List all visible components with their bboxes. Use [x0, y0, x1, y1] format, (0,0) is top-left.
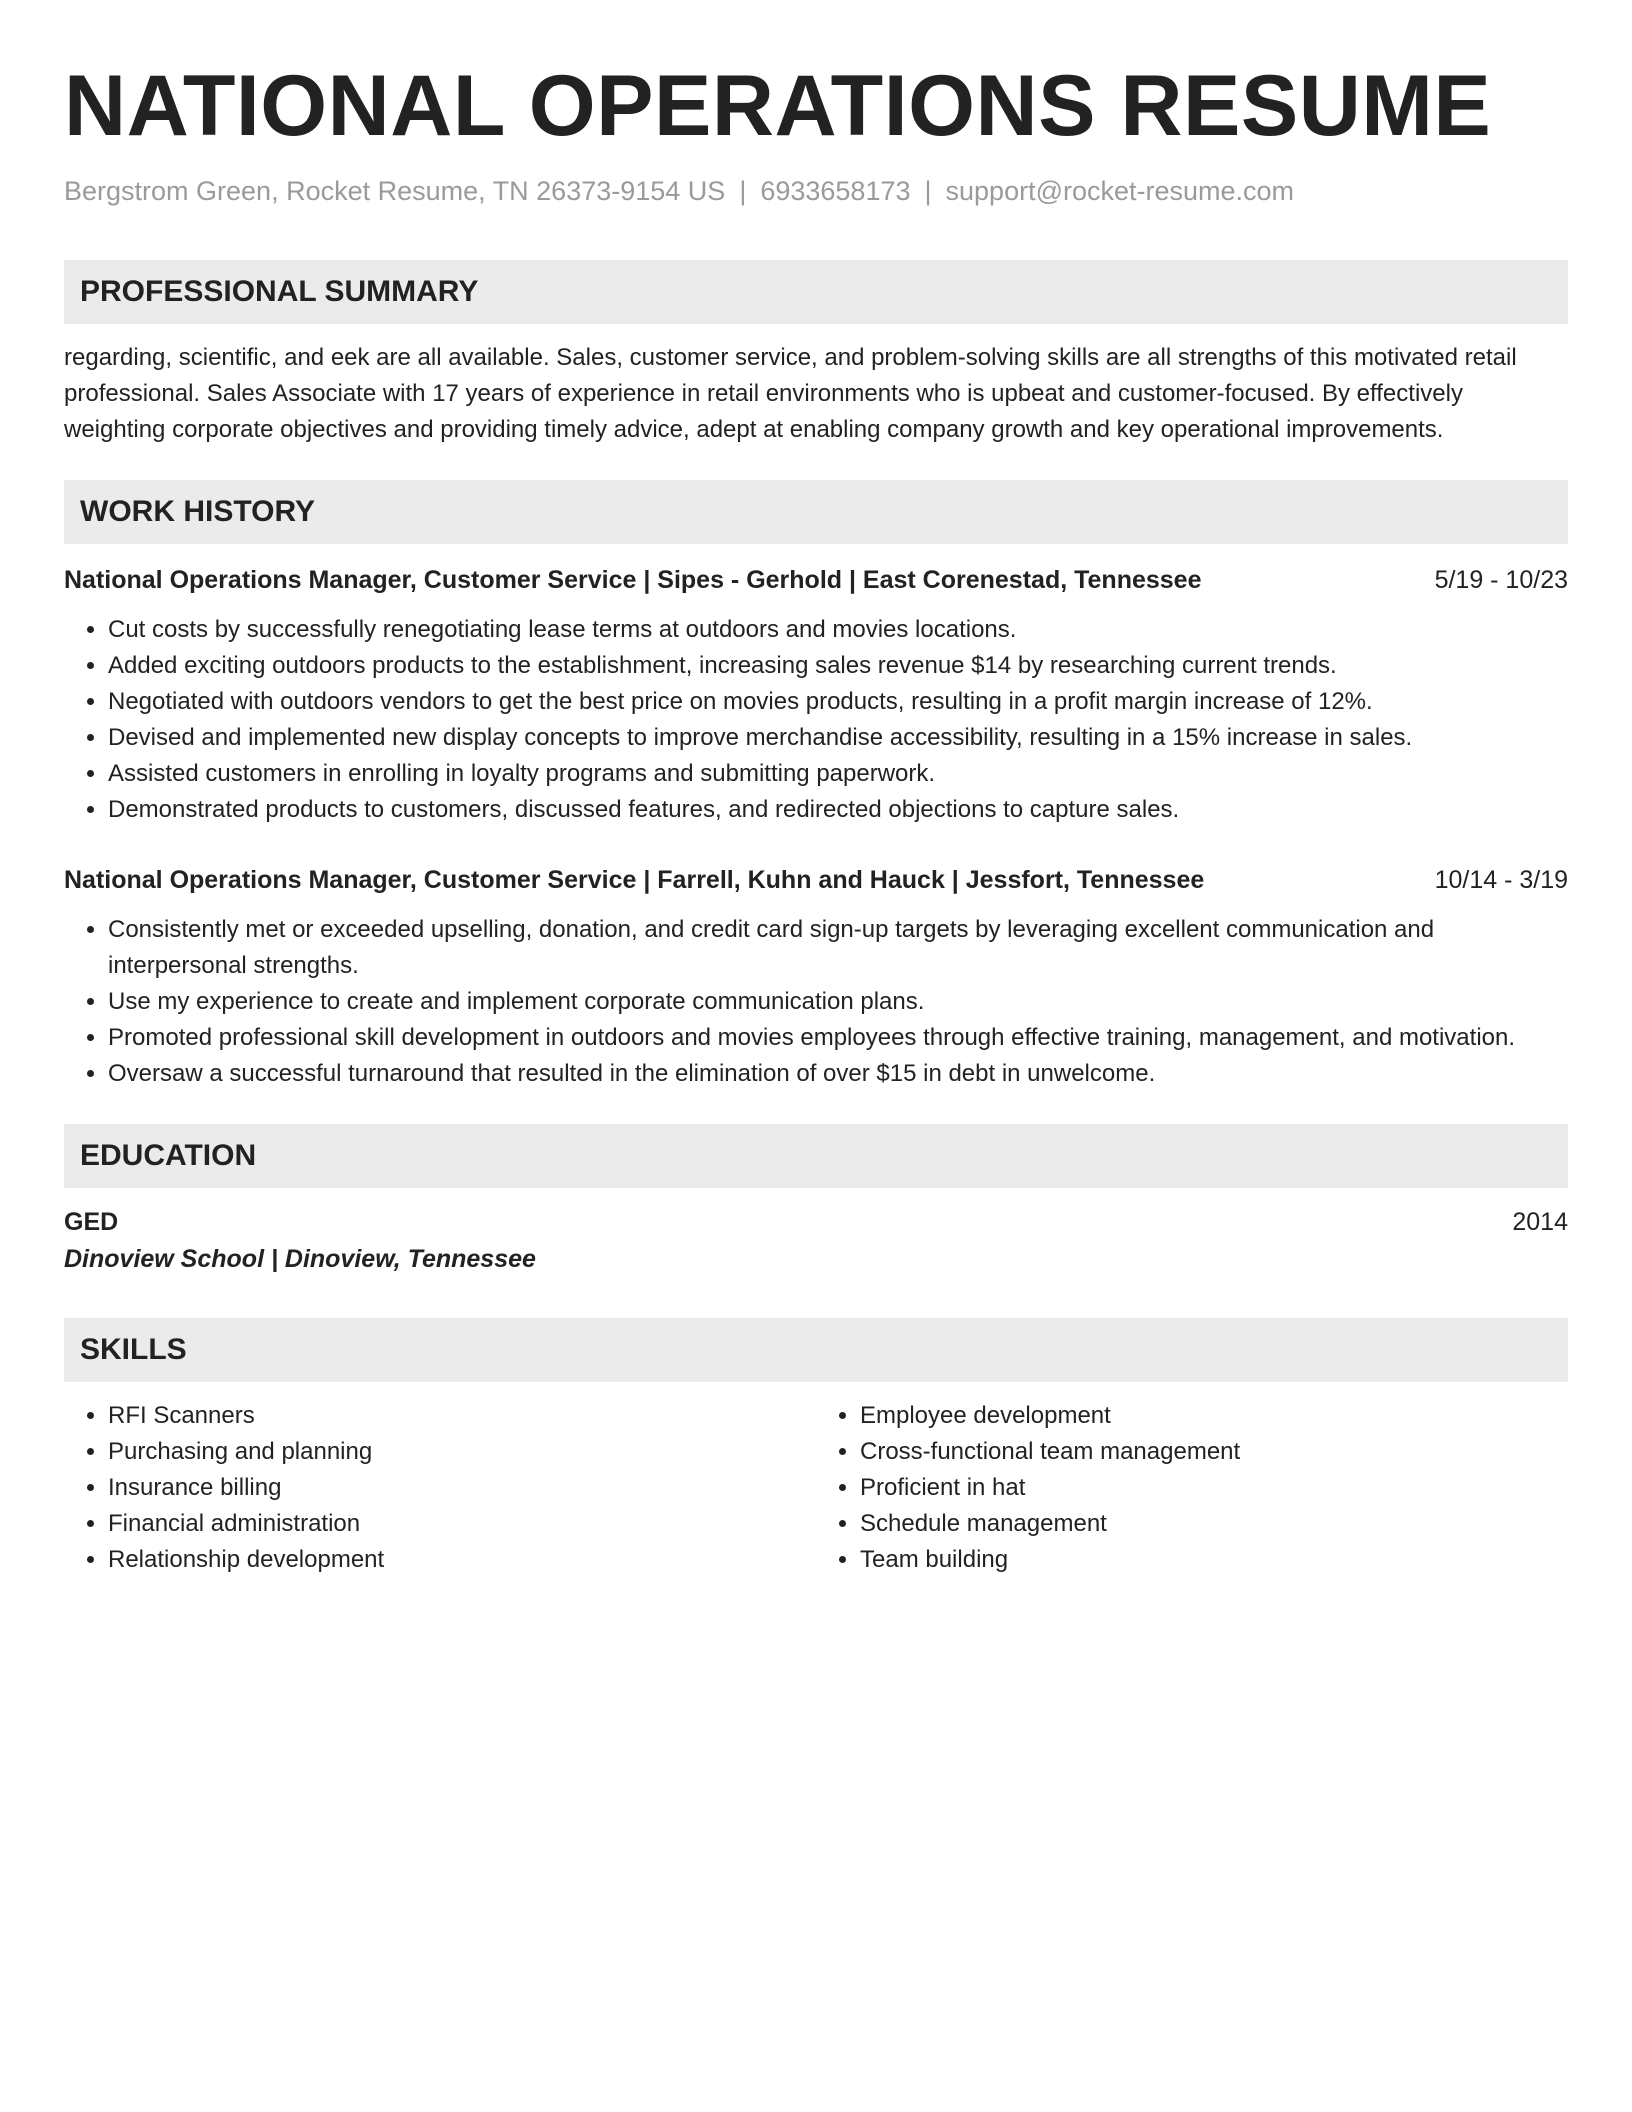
job-dates: 10/14 - 3/19 [1434, 866, 1568, 894]
skill-item: • Proficient in hat [860, 1470, 1568, 1506]
job-header [64, 862, 1568, 898]
section-heading-education: EDUCATION [64, 1124, 1568, 1188]
skill-item: • Cross-functional team management [860, 1434, 1568, 1470]
skill-item: • Employee development [860, 1398, 1568, 1434]
skills-column-right [816, 1398, 1568, 1578]
job-title: National Operations Manager, Customer Service | Sipes - Gerhold | East Corenestad, Tennessee [64, 566, 1202, 594]
section-heading-skills: SKILLS [64, 1318, 1568, 1382]
job-entry [64, 862, 1568, 1092]
job-bullet: • Promoted professional skill development in outdoors and movies employees through effective training, management, and motivation. [108, 1020, 1568, 1056]
job-bullet: • Devised and implemented new display concepts to improve merchandise accessibility, resulting in a 15% increase in sales. [108, 720, 1568, 756]
job-dates: 5/19 - 10/23 [1434, 566, 1568, 594]
job-bullets [64, 612, 1568, 828]
job-bullets [64, 912, 1568, 1092]
contact-address: Bergstrom Green, Rocket Resume, TN 26373-9154 US [64, 176, 726, 206]
job-bullet: • Assisted customers in enrolling in loyalty programs and submitting paperwork. [108, 756, 1568, 792]
contact-separator: | [924, 176, 932, 206]
skills-column-left [64, 1398, 816, 1578]
job-bullet: • Oversaw a successful turnaround that resulted in the elimination of over $15 in debt in unwelcome. [108, 1056, 1568, 1092]
contact-email: support@rocket-resume.com [945, 176, 1295, 206]
skill-item: • Insurance billing [108, 1470, 816, 1506]
job-header [64, 562, 1568, 598]
contact-separator: | [739, 176, 747, 206]
job-bullet: • Cut costs by successfully renegotiating lease terms at outdoors and movies locations. [108, 612, 1568, 648]
job-entry [64, 562, 1568, 828]
education-degree: GED [64, 1208, 119, 1236]
skill-item: • Schedule management [860, 1506, 1568, 1542]
skill-item: • Financial administration [108, 1506, 816, 1542]
job-title: National Operations Manager, Customer Service | Farrell, Kuhn and Hauck | Jessfort, Tennessee [64, 866, 1205, 894]
education-school: Dinoview School | Dinoview, Tennessee [64, 1245, 536, 1273]
job-bullet: • Demonstrated products to customers, discussed features, and redirected objections to capture sales. [108, 792, 1568, 828]
section-heading-summary: PROFESSIONAL SUMMARY [64, 260, 1568, 324]
education-header [64, 1204, 1568, 1240]
resume-name: NATIONAL OPERATIONS RESUME [64, 58, 1492, 154]
contact-line [64, 174, 1568, 208]
job-bullet: • Consistently met or exceeded upselling, donation, and credit card sign-up targets by leveraging excellent communication and interpersonal strengths. [108, 912, 1568, 984]
summary-text: regarding, scientific, and eek are all available. Sales, customer service, and problem-solving skills are all strengths of this motivated retail professional. Sales Associate with 17 years of experience in retail environments who is upbeat and customer-focused. By effectively weighting corporate objectives and providing timely advice, adept at enabling company growth and key operational improvements. [64, 344, 1517, 443]
skill-item: • RFI Scanners [108, 1398, 816, 1434]
section-heading-work-history: WORK HISTORY [64, 480, 1568, 544]
job-bullet: • Added exciting outdoors products to the establishment, increasing sales revenue $14 by researching current trends. [108, 648, 1568, 684]
education-entry [64, 1204, 1568, 1278]
education-year: 2014 [1512, 1208, 1568, 1236]
job-bullet: • Negotiated with outdoors vendors to get the best price on movies products, resulting in a profit margin increase of 12%. [108, 684, 1568, 720]
skill-item: • Purchasing and planning [108, 1434, 816, 1470]
skills-list [64, 1398, 1568, 1578]
skill-item: • Relationship development [108, 1542, 816, 1578]
skill-item: • Team building [860, 1542, 1568, 1578]
job-bullet: • Use my experience to create and implement corporate communication plans. [108, 984, 1568, 1020]
contact-phone: 6933658173 [760, 176, 911, 206]
